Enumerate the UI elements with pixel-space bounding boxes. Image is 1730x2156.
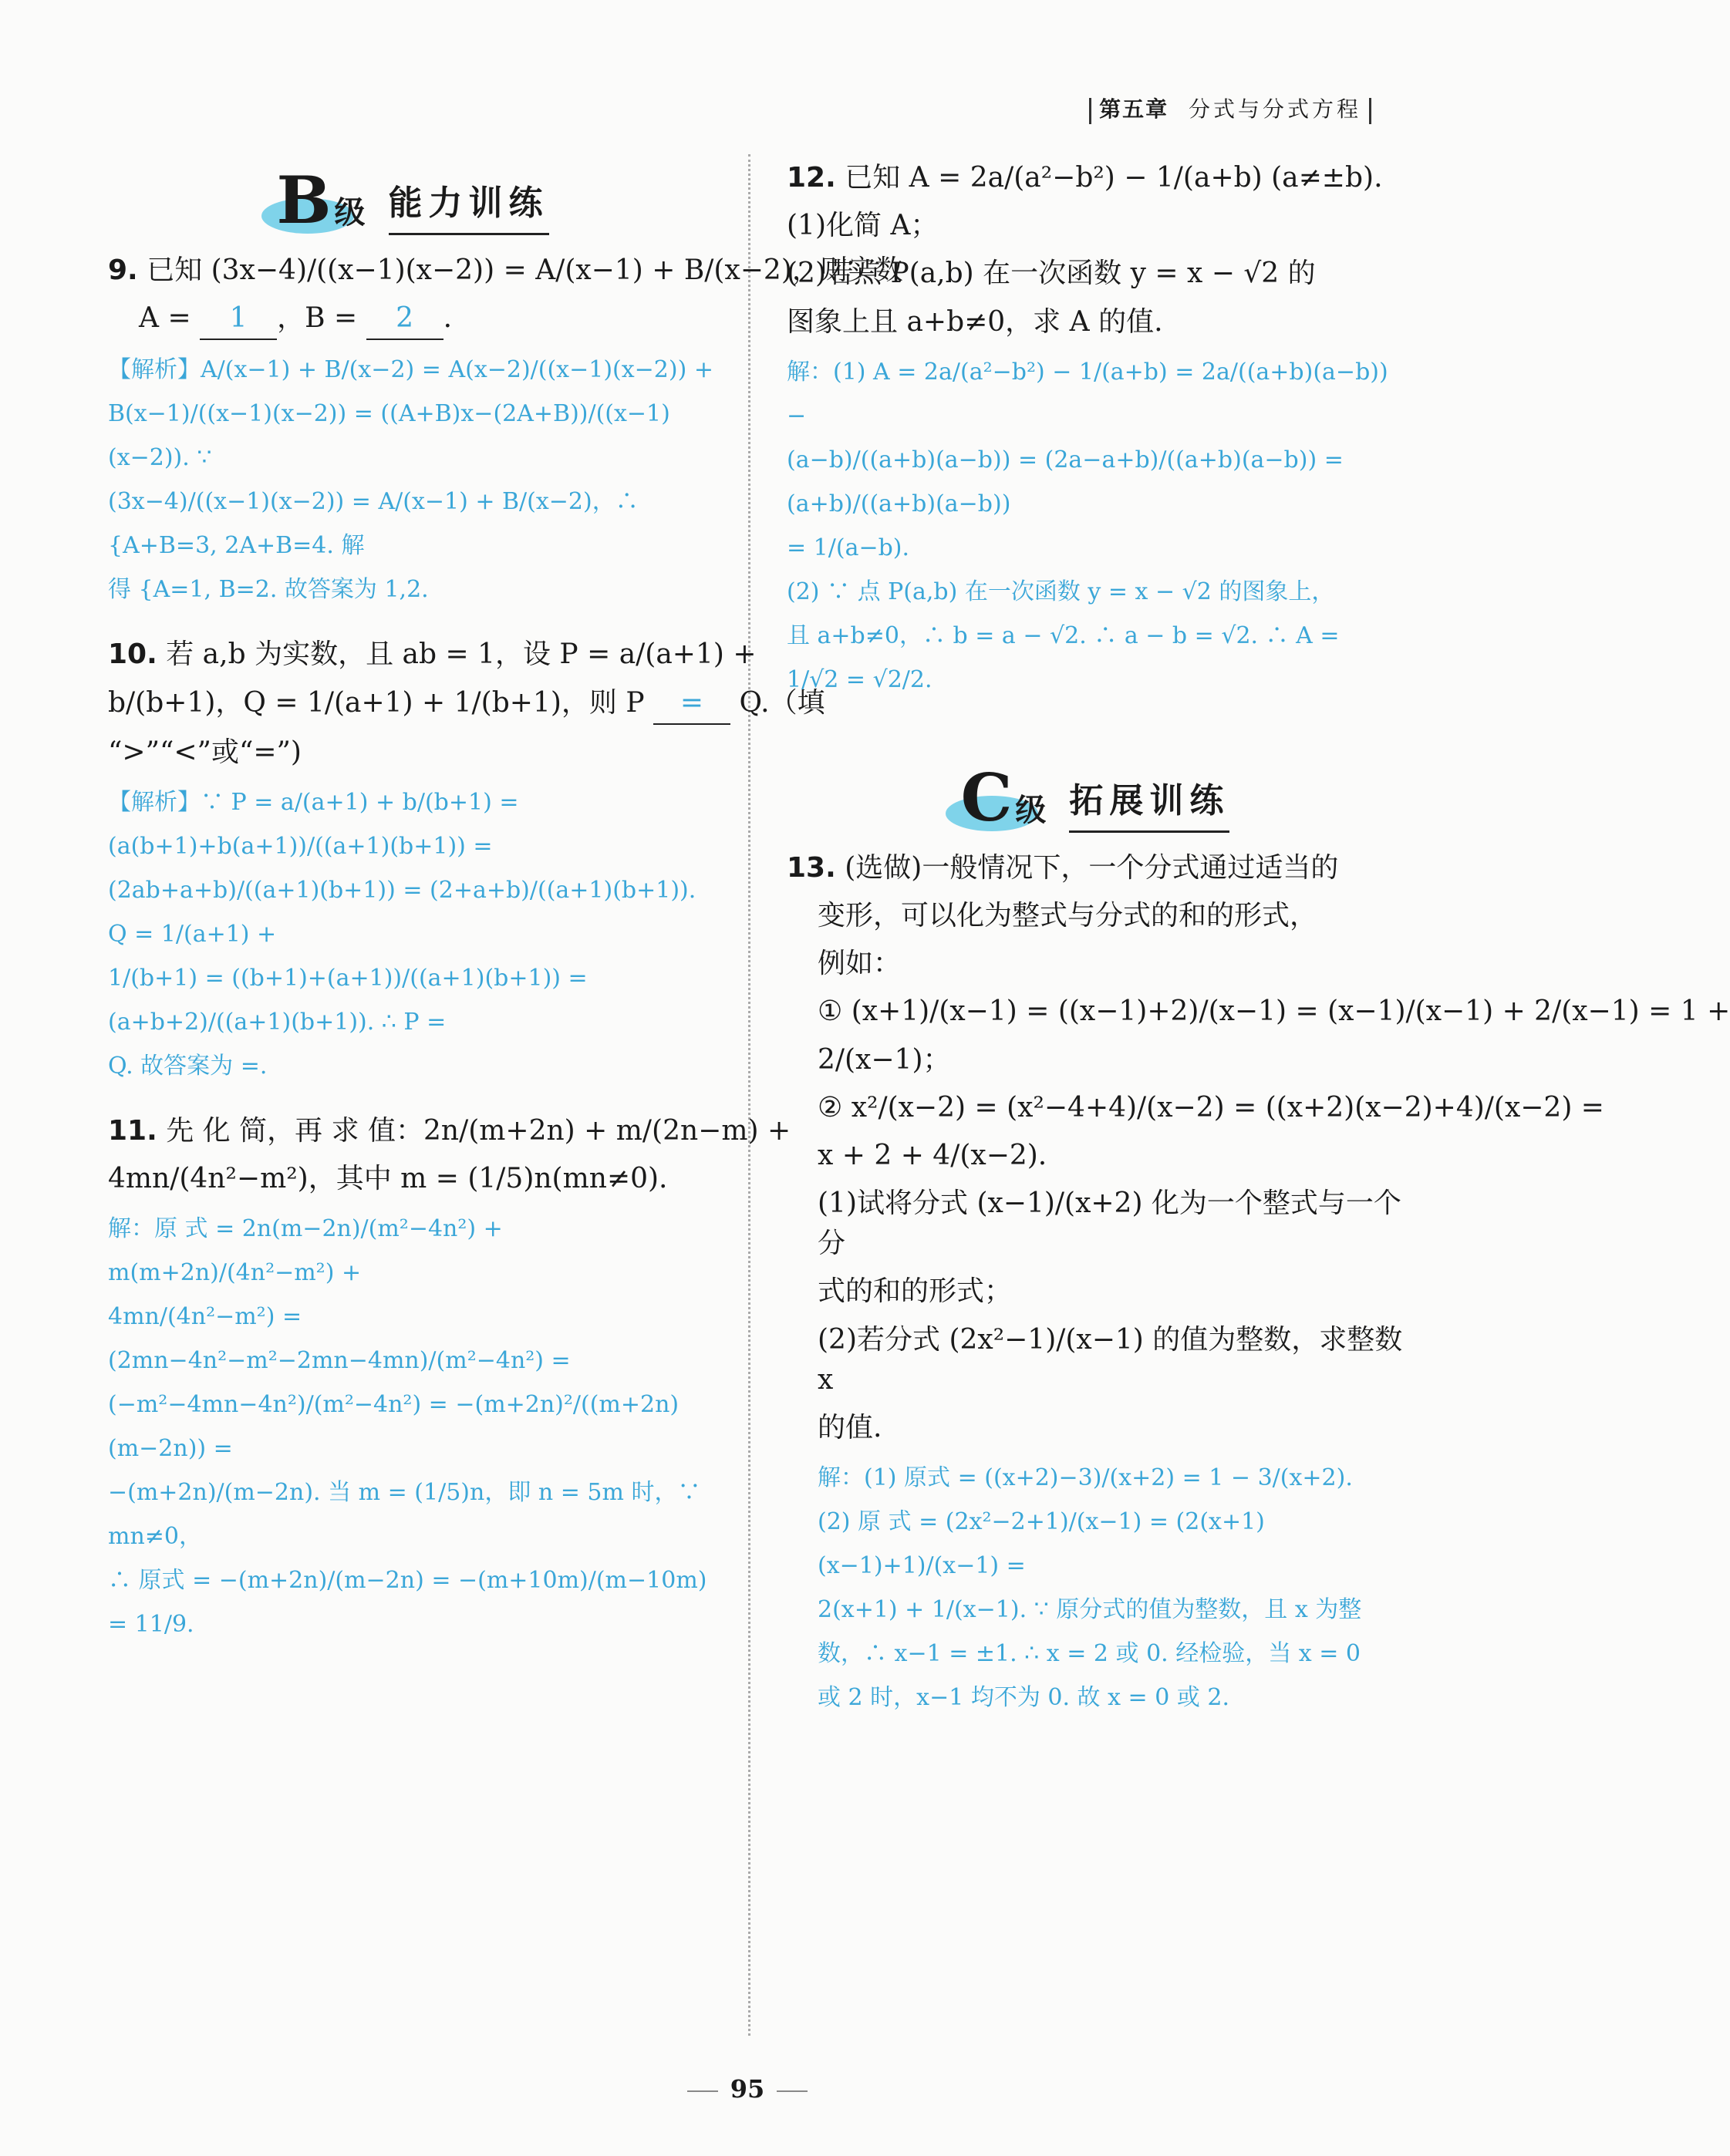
question-text: (1)化简 A； (787, 210, 939, 242)
question-text: (1)试将分式 (x−1)/(x+2) 化为一个整式与一个分 (818, 1187, 1401, 1260)
chapter-label: 第五章 (1099, 96, 1169, 122)
solution-line: 解：(1) A = 2a/(a²−b²) − 1/(a+b) = 2a/((a+b)(a−b)) − (787, 358, 1388, 430)
answer-blank: 2 (366, 298, 443, 340)
solution-10 (108, 780, 717, 1088)
solution-line: 1/(b+1) = ((b+1)+(a+1))/((a+1)(b+1)) = (a+b+2)/((a+1)(b+1)). ∴ P = (108, 964, 588, 1036)
question-number: 12. (787, 162, 836, 194)
question-text: 的值. (818, 1412, 882, 1444)
question-text: . (443, 302, 453, 335)
question-text: (2)若分式 (2x²−1)/(x−1) 的值为整数，求整数 x (818, 1323, 1403, 1396)
solution-line: (a−b)/((a+b)(a−b)) = (2a−a+b)/((a+b)(a−b)) = (a+b)/((a+b)(a−b)) (787, 446, 1344, 517)
solution-11 (108, 1207, 717, 1646)
chapter-header (1081, 93, 1379, 124)
question-text: Q.（填 (730, 686, 825, 719)
solution-line: 或 2 时，x−1 均不为 0. 故 x = 0 或 2. (818, 1684, 1229, 1712)
question-text: A = (139, 302, 201, 335)
solution-9 (108, 348, 717, 611)
question-number: 13. (787, 851, 836, 884)
question-text: 变形，可以化为整式与分式的和的形式， (818, 899, 1318, 931)
question-text: 已知 A = 2a/(a²−b²) − 1/(a+b) (a≠±b). (845, 162, 1383, 194)
solution-line: 解：原 式 = 2n(m−2n)/(m²−4n²) + m(m+2n)/(4n²−m²) + (108, 1215, 503, 1287)
question-text: “>”“<”或“=”) (108, 736, 302, 768)
solution-line: 且 a+b≠0，∴ b = a − √2. ∴ a − b = √2. ∴ A = (787, 622, 1340, 649)
example-line: ② x²/(x−2) = (x²−4+4)/(x−2) = ((x+2)(x−2)+4)/(x−2) = (818, 1091, 1604, 1123)
solution-line: (3x−4)/((x−1)(x−2)) = A/(x−1) + B/(x−2)，∴ {A+B=3, 2A+B=4. 解 (108, 488, 639, 560)
chapter-title: 分式与分式方程 (1188, 96, 1361, 122)
question-9 (108, 251, 903, 340)
question-number: 9. (108, 254, 138, 286)
solution-12 (787, 350, 1404, 702)
section-c-heading (787, 748, 1404, 836)
solution-line: 4mn/(4n²−m²) = (2mn−4n²−m²−2mn−4mn)/(m²−4n²) = (108, 1303, 571, 1375)
question-text: (2)若点 P(a,b) 在一次函数 y = x − √2 的 (787, 258, 1316, 290)
question-number: 10. (108, 638, 157, 671)
solution-line: 【解析】∵ P = a/(a+1) + b/(b+1) = (a(b+1)+b(a+1))/((a+1)(b+1)) = (108, 788, 519, 860)
page-number-dash (687, 2090, 718, 2092)
solution-line: 2(x+1) + 1/(x−1). ∵ 原分式的值为整数，且 x 为整 (818, 1596, 1362, 1624)
answer-blank: = (653, 683, 730, 725)
solution-line: 数，∴ x−1 = ±1. ∴ x = 2 或 0. 经检验，当 x = 0 (818, 1640, 1361, 1668)
question-13 (787, 848, 1730, 1448)
question-text: 例如： (818, 948, 902, 980)
question-text: 若 a,b 为实数，且 ab = 1，设 P = a/(a+1) + (166, 638, 757, 671)
solution-line: = 1/(a−b). (787, 534, 910, 561)
solution-line: 【解析】A/(x−1) + B/(x−2) = A(x−2)/((x−1)(x−2)) + (108, 356, 713, 384)
section-letter: C (960, 759, 1013, 836)
question-text: (选做)一般情况下，一个分式通过适当的 (845, 851, 1339, 884)
question-text: 已知 (3x−4)/((x−1)(x−2)) = A/(x−1) + B/(x−2)，则实数 (147, 254, 903, 286)
header-bar-right (1369, 98, 1371, 124)
question-number: 11. (108, 1114, 157, 1147)
question-text: 先 化 简，再 求 值：2n/(m+2n) + m/(2n−m) + (166, 1114, 791, 1147)
example-line: x + 2 + 4/(x−2). (818, 1139, 1047, 1171)
solution-line: B(x−1)/((x−1)(x−2)) = ((A+B)x−(2A+B))/((x−1)(x−2)). ∵ (108, 400, 670, 472)
question-text: 式的和的形式； (818, 1275, 1013, 1308)
page-number (0, 2074, 1495, 2104)
solution-line: (−m²−4mn−4n²)/(m²−4n²) = −(m+2n)²/((m+2n)(m−2n)) = (108, 1391, 680, 1463)
solution-line: (2) ∵ 点 P(a,b) 在一次函数 y = x − √2 的图象上， (787, 578, 1335, 605)
section-level: 级 (1015, 792, 1047, 828)
section-letter: B (276, 162, 332, 238)
solution-line: ∴ 原式 = −(m+2n)/(m−2n) = −(m+10m)/(m−10m) = 11/9. (108, 1567, 707, 1639)
question-12 (787, 158, 1404, 342)
question-10 (108, 635, 825, 773)
header-bar-left (1089, 98, 1091, 124)
right-column (787, 150, 1730, 1724)
section-title: 拓展训练 (1069, 776, 1229, 833)
section-title: 能力训练 (389, 179, 549, 235)
answer-blank: 1 (200, 298, 277, 340)
solution-line: 1/√2 = √2/2. (787, 665, 932, 693)
section-b-heading (108, 150, 717, 238)
solution-13 (787, 1456, 1404, 1720)
section-level: 级 (334, 195, 366, 231)
solution-line: 得 {A=1, B=2. 故答案为 1,2. (108, 576, 429, 604)
question-11 (108, 1111, 791, 1199)
section-c-badge (960, 759, 1047, 836)
solution-line: Q. 故答案为 =. (108, 1052, 268, 1080)
example-line: 2/(x−1)； (818, 1043, 951, 1076)
solution-line: (2ab+a+b)/((a+1)(b+1)) = (2+a+b)/((a+1)(b+1)). Q = 1/(a+1) + (108, 876, 696, 948)
page-number-dash (777, 2090, 808, 2092)
solution-line: (2) 原 式 = (2x²−2+1)/(x−1) = (2(x+1)(x−1)+1)/(x−1) = (818, 1508, 1265, 1580)
page-number-text: 95 (730, 2074, 765, 2104)
question-text: ，B = (277, 302, 366, 335)
question-text: 4mn/(4n²−m²)，其中 m = (1/5)n(mn≠0). (108, 1163, 668, 1195)
solution-line: 解：(1) 原式 = ((x+2)−3)/(x+2) = 1 − 3/(x+2). (818, 1464, 1353, 1492)
question-text: b/(b+1)，Q = 1/(a+1) + 1/(b+1)，则 P (108, 686, 653, 719)
column-divider (748, 154, 750, 2036)
section-b-badge (276, 162, 366, 238)
example-line: ① (x+1)/(x−1) = ((x−1)+2)/(x−1) = (x−1)/(x−1) + 2/(x−1) = 1 + (818, 995, 1730, 1028)
question-text: 图象上且 a+b≠0，求 A 的值. (787, 305, 1163, 338)
solution-line: −(m+2n)/(m−2n). 当 m = (1/5)n，即 n = 5m 时，∵ mn≠0， (108, 1479, 701, 1551)
